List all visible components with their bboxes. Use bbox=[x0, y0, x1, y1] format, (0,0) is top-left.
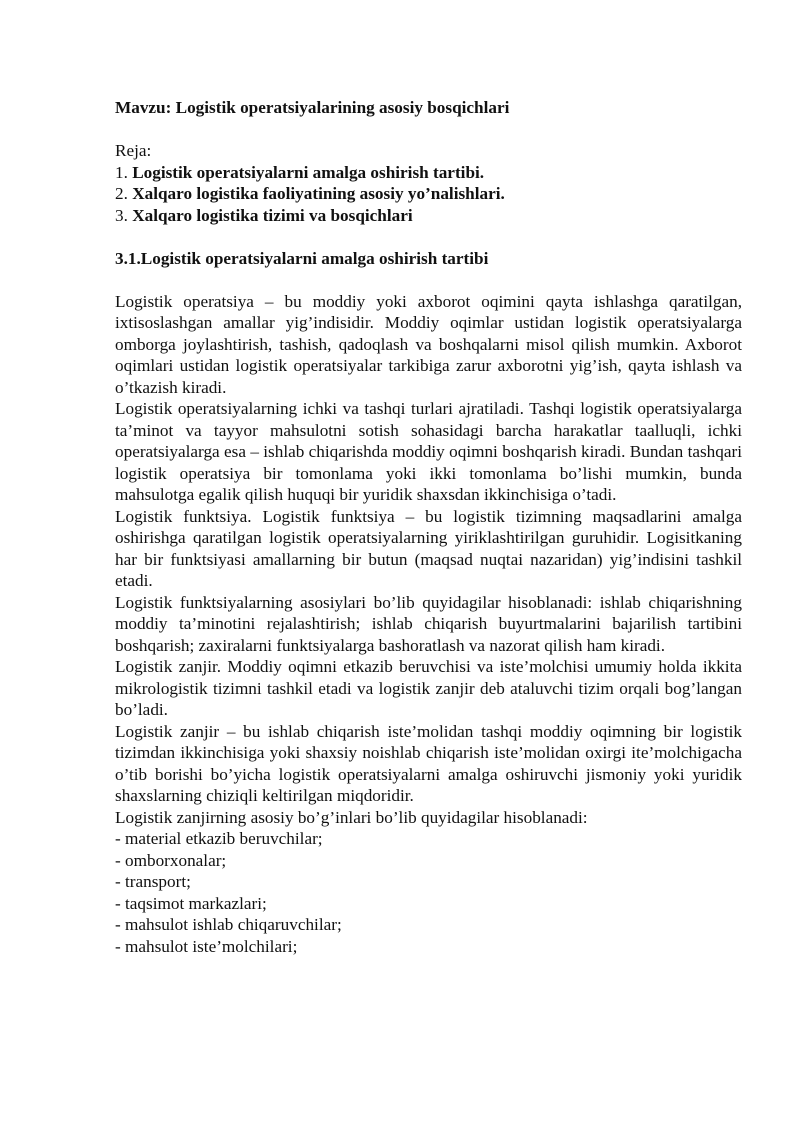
paragraph: Logistik operatsiyalarning ichki va tashqi turlari ajratiladi. Tashqi logistik operatsiyalarga ta’minot va tayyor mahsulotni sotish sohasidagi barcha harakatlar taalluqli, ichki operatsiyalarga esa – ishlab chiqarishda moddiy oqimni boshqarish kiradi. Bundan tashqari logistik operatsiya bir tomonlama yoki ikki tomonlama bo’lishi mumkin, bunda mahsulotga egalik qilish huquqi bir yuridik shaxsdan ikkinchisiga o’tadi. bbox=[115, 399, 742, 504]
plan-item bbox=[115, 183, 742, 205]
plan-item-text: Xalqaro logistika tizimi va bosqichlari bbox=[132, 205, 413, 225]
paragraph: Logistik zanjir – bu ishlab chiqarish iste’molidan tashqi moddiy oqimning bir logistik tizimdan ikkinchisiga yoki shaxsiy noishlab chiqarish iste’molidan oxirgi ite’molchigacha o’tib borishi bo’yicha logistik operatsiyalarni amalga oshiruvchi jismoniy yoki yuridik shaxslarning chiziqli keltirilgan miqdoridir. bbox=[115, 721, 742, 805]
bullet-item: - transport; bbox=[115, 872, 191, 891]
paragraph: Logistik operatsiya – bu moddiy yoki axborot oqimini qayta ishlashga qaratilgan, ixtisoslashgan amallar yig’indisidir. Moddiy oqimlar ustidan logistik operatsiyalarga omborga joylashtirish, tashish, qadoqlash va boshqalarni misol qilish mumkin. Axborot oqimlari ustidan logistik operatsiyalar tarkibiga zarur axborotni yig’ish, qayta ishlash va o’tkazish kiradi. bbox=[115, 291, 742, 397]
section-heading: 3.1.Logistik operatsiyalarni amalga oshirish tartibi bbox=[115, 248, 489, 268]
paragraph: Logistik funktsiyalarning asosiylari bo’lib quyidagilar hisoblanadi: ishlab chiqarishning moddiy ta’minotini rejalashtirish; ishlab chiqarish buyurtmalarini bajarilish tartibini boshqarish; zaxiralarni funktsiyalarga bashoratlash va nazorat qilish ham kiradi. bbox=[115, 592, 742, 655]
bullet-list bbox=[115, 828, 742, 957]
paragraph: Logistik zanjir. Moddiy oqimni etkazib beruvchisi va iste’molchisi umumiy holda ikkita mikrologistik tizimni tashkil etadi va logistik zanjir deb ataluvchi tizim orqali bog’langan bo’ladi. bbox=[115, 657, 742, 719]
plan-item bbox=[115, 162, 742, 184]
bullet-item: - material etkazib beruvchilar; bbox=[115, 829, 323, 848]
plan-item-text: Xalqaro logistika faoliyatining asosiy yo’nalishlari. bbox=[132, 184, 505, 203]
plan-item-number: 1. bbox=[115, 162, 128, 182]
bullet-item: - taqsimot markazlari; bbox=[115, 893, 267, 913]
bullet-item: - mahsulot ishlab chiqaruvchilar; bbox=[115, 915, 342, 934]
document-page bbox=[115, 97, 742, 957]
spacer bbox=[115, 269, 742, 291]
bullet-item: - mahsulot iste’molchilari; bbox=[115, 936, 298, 956]
plan-item-text: Logistik operatsiyalarni amalga oshirish tartibi. bbox=[132, 162, 485, 182]
plan-heading: Reja: bbox=[115, 141, 152, 160]
document-title: Mavzu: Logistik operatsiyalarining asosiy bosqichlari bbox=[115, 98, 510, 117]
bullet-item: - omborxonalar; bbox=[115, 850, 227, 870]
paragraph: Logistik zanjirning asosiy bo’g’inlari bo’lib quyidagilar hisoblanadi: bbox=[115, 807, 588, 827]
spacer bbox=[115, 226, 742, 248]
plan-item bbox=[115, 205, 742, 227]
plan-item-number: 3. bbox=[115, 205, 128, 225]
plan-item-number: 2. bbox=[115, 184, 128, 203]
plan-list bbox=[115, 162, 742, 227]
paragraph: Logistik funktsiya. Logistik funktsiya – bu logistik tizimning maqsadlarini amalga oshirishga qaratilgan logistik operatsiyalarning yiriklashtirilgan guruhidir. Logisitkaning har bir funktsiyasi amallarning bir butun (maqsad nuqtai nazaridan) yig’indisini tashkil etadi. bbox=[115, 506, 742, 590]
spacer bbox=[115, 119, 742, 141]
